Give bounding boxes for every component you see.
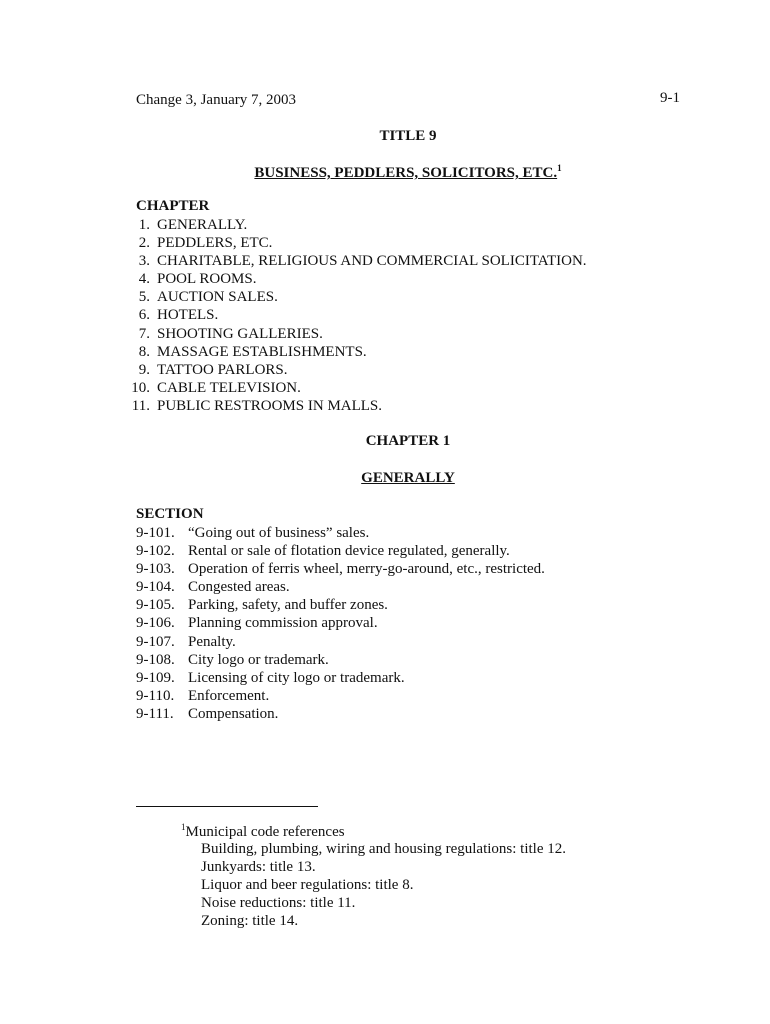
title-subheading [0, 163, 770, 182]
chapter-number: 8. [138, 343, 150, 360]
section-list [136, 524, 545, 723]
chapter-title: GENERALLY. [157, 217, 248, 233]
section-list-item [136, 669, 545, 687]
section-number: 9-105. [136, 597, 175, 614]
chapter-list [120, 216, 587, 415]
chapter-list-item [120, 234, 587, 252]
chapter-title-heading [0, 470, 770, 487]
revision-date: Change 3, January 7, 2003 [136, 92, 296, 108]
chapter-title: TATTOO PARLORS. [157, 361, 288, 378]
chapter-title: MASSAGE ESTABLISHMENTS. [157, 343, 367, 360]
chapter-list-item [120, 361, 587, 379]
section-list-item [136, 560, 545, 578]
page-number: 9-1 [660, 90, 680, 106]
chapter-number: 1. [138, 217, 150, 233]
title-subheading-text: BUSINESS, PEDDLERS, SOLICITORS, ETC. [254, 165, 558, 181]
footnote-reference-line: Building, plumbing, wiring and housing regulations: title 12. [201, 841, 566, 857]
chapter-number: 5. [138, 289, 150, 306]
section-number: 9-110. [136, 687, 175, 704]
section-number: 9-107. [136, 633, 175, 650]
footnote-heading [181, 822, 345, 841]
chapter-number: 7. [138, 325, 150, 342]
chapter-number: 2. [138, 235, 150, 252]
chapter-title: AUCTION SALES. [157, 289, 278, 306]
chapter-title: PEDDLERS, ETC. [157, 235, 273, 252]
section-title: Penalty. [188, 633, 236, 650]
chapter-list-item [120, 325, 587, 343]
section-list-item [136, 633, 545, 651]
chapter-list-item [120, 216, 587, 234]
section-list-item [136, 596, 545, 614]
chapter-list-item [120, 397, 587, 415]
section-number: 9-106. [136, 615, 175, 632]
chapter-list-item [120, 306, 587, 324]
chapter-title: HOTELS. [157, 307, 219, 324]
chapter-title: PUBLIC RESTROOMS IN MALLS. [157, 397, 383, 414]
section-number: 9-103. [136, 561, 175, 578]
chapter-list-item [120, 288, 587, 306]
section-number: 9-104. [136, 579, 175, 596]
section-title: Compensation. [188, 705, 279, 722]
chapter-list-item [120, 270, 587, 288]
chapter-number: 3. [138, 253, 150, 270]
section-number: 9-109. [136, 669, 175, 686]
section-list-item [136, 524, 545, 542]
footnote-heading-text: Municipal code references [185, 824, 345, 840]
section-list-item [136, 614, 545, 632]
section-title: Congested areas. [188, 579, 290, 596]
section-list-item [136, 578, 545, 596]
section-title: Parking, safety, and buffer zones. [188, 597, 388, 614]
footnote-reference-line: Junkyards: title 13. [201, 859, 316, 876]
chapter-number: 4. [138, 271, 150, 288]
section-title: Enforcement. [188, 687, 270, 704]
footnote-reference-line: Zoning: title 14. [201, 913, 299, 930]
chapter-number: 10. [131, 379, 150, 396]
chapter-list-heading: CHAPTER [136, 198, 210, 214]
chapter-list-item [120, 379, 587, 397]
section-list-item [136, 705, 545, 723]
chapter-number: 6. [138, 307, 150, 324]
section-list-item [136, 651, 545, 669]
section-title: “Going out of business” sales. [188, 525, 370, 541]
section-title: Rental or sale of flotation device regulated, generally. [188, 543, 510, 560]
chapter-list-item [120, 343, 587, 361]
chapter-list-item [120, 252, 587, 270]
chapter-title-text: GENERALLY [361, 470, 455, 486]
section-number: 9-101. [136, 525, 175, 541]
section-title: Licensing of city logo or trademark. [188, 669, 405, 686]
footnote-reference-line: Noise reductions: title 11. [201, 895, 356, 912]
footnote-reference-line: Liquor and beer regulations: title 8. [201, 877, 414, 894]
chapter-number: 9. [138, 361, 150, 378]
section-list-item [136, 687, 545, 705]
chapter-title: SHOOTING GALLERIES. [157, 325, 323, 342]
chapter-heading: CHAPTER 1 [365, 433, 451, 449]
section-title: Operation of ferris wheel, merry-go-around, etc., restricted. [188, 561, 545, 578]
section-title: City logo or trademark. [188, 651, 329, 668]
section-list-heading: SECTION [136, 506, 204, 522]
footnote-marker: 1 [557, 163, 562, 173]
chapter-number: 11. [131, 397, 150, 414]
chapter-title: CABLE TELEVISION. [157, 379, 301, 396]
section-title: Planning commission approval. [188, 615, 378, 632]
footnote-divider [136, 806, 318, 807]
footnote-number: 1 [181, 822, 186, 832]
chapter-title: CHARITABLE, RELIGIOUS AND COMMERCIAL SOLICITATION. [157, 253, 587, 270]
section-number: 9-111. [136, 705, 174, 722]
section-list-item [136, 542, 545, 560]
section-number: 9-108. [136, 651, 175, 668]
section-number: 9-102. [136, 543, 175, 560]
title-heading: TITLE 9 [379, 128, 437, 144]
footnote-references [201, 840, 566, 930]
chapter-title: POOL ROOMS. [157, 271, 257, 288]
